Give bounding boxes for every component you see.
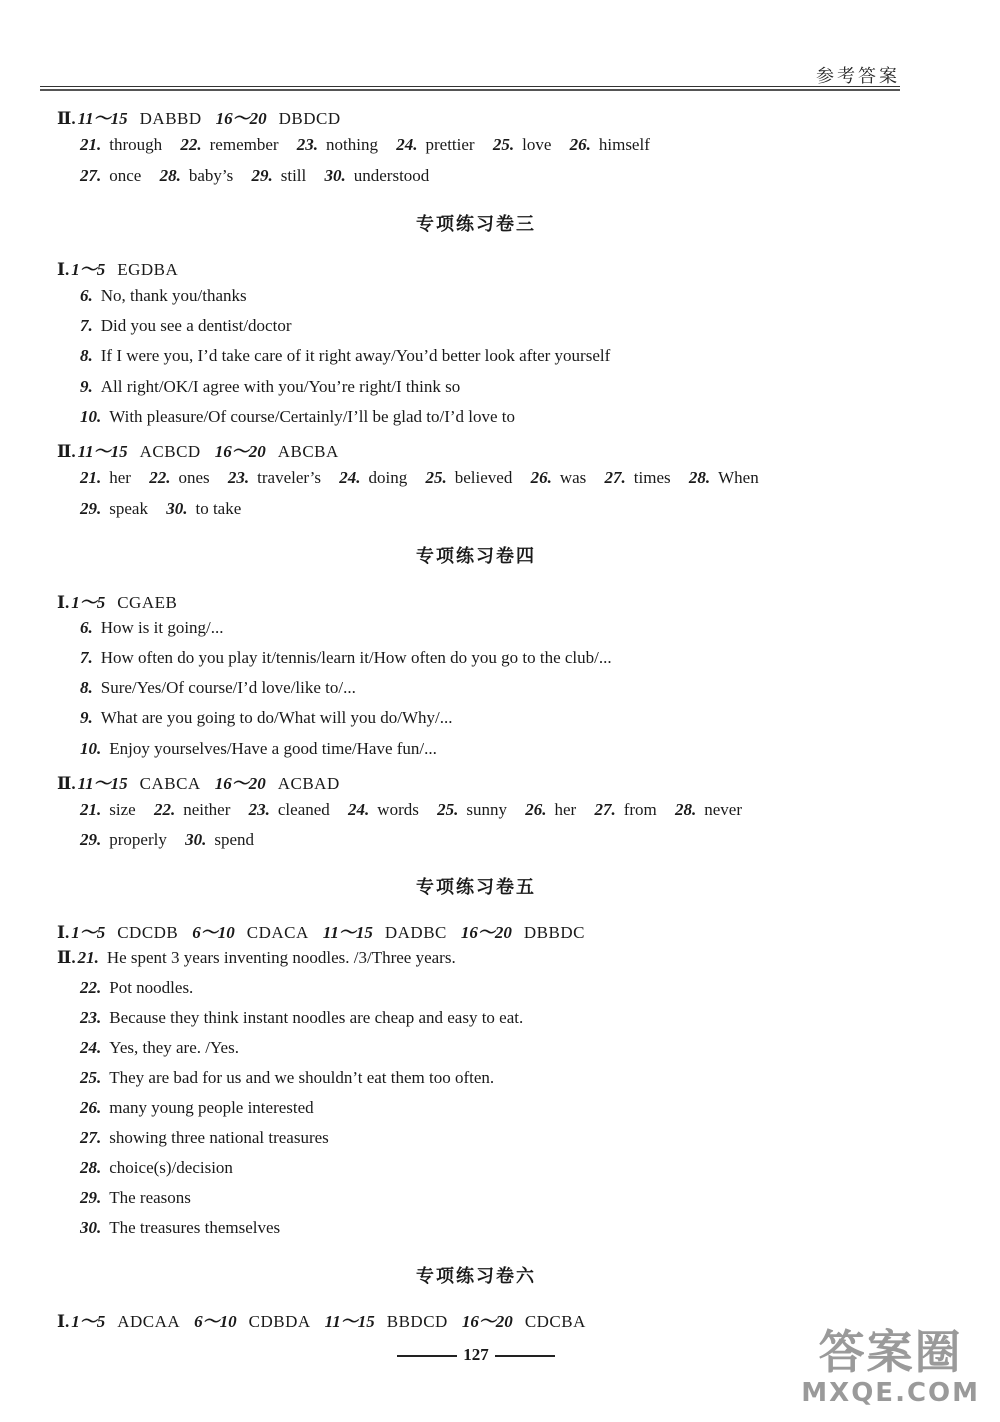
- answer-text: showing three national treasures: [109, 1128, 329, 1147]
- watermark-logo: 答案圈: [818, 1325, 963, 1379]
- answer-text: neither: [183, 800, 231, 819]
- answer-text: Yes, they are. /Yes.: [109, 1038, 239, 1057]
- question-number: 30.: [324, 166, 346, 185]
- answer-text: With pleasure/Of course/Certainly/I’ll be glad to/I’d love to: [109, 407, 516, 426]
- answer-line: [80, 377, 460, 397]
- answer-text: never: [704, 800, 743, 819]
- answer-key: ACBCD: [139, 442, 201, 461]
- answer-key: DBBDC: [523, 923, 585, 942]
- answer-text: The treasures themselves: [109, 1218, 281, 1237]
- question-number: 26.: [569, 135, 591, 154]
- answer-text: size: [109, 800, 136, 819]
- answer-text: spend: [214, 830, 255, 849]
- question-range: 16～20: [215, 109, 267, 128]
- answer-key: ABCBA: [277, 442, 339, 461]
- question-range: 11～15: [322, 923, 373, 942]
- header-title: 参考答案: [816, 66, 900, 87]
- answer-text: What are you going to do/What will you do/Why/...: [100, 708, 453, 727]
- question-number: 27.: [80, 1128, 102, 1147]
- question-number: 24.: [339, 468, 361, 487]
- answer-text: prettier: [425, 135, 475, 154]
- answer-line: [57, 1307, 600, 1332]
- question-range: 11～15: [324, 1312, 375, 1331]
- question-number: 27.: [594, 800, 616, 819]
- answer-text: Pot noodles.: [109, 978, 194, 997]
- answer-text: nothing: [326, 135, 378, 154]
- answer-text: Enjoy yourselves/Have a good time/Have fun/...: [109, 739, 437, 758]
- answer-line: [80, 618, 224, 638]
- question-range: 16～20: [460, 923, 512, 942]
- answer-text: The reasons: [109, 1188, 191, 1207]
- answer-line: [80, 1158, 233, 1178]
- answer-text: cleaned: [277, 800, 330, 819]
- part-marker: Ⅱ.: [57, 774, 76, 793]
- answer-text: to take: [195, 499, 242, 518]
- answer-text: ones: [178, 468, 210, 487]
- question-range: 1～5: [71, 260, 106, 279]
- answer-text: No, thank you/thanks: [100, 286, 247, 305]
- answer-line: [80, 1128, 329, 1148]
- answer-text: was: [559, 468, 587, 487]
- page-number: 127: [463, 1345, 489, 1364]
- part-marker: Ⅰ.: [57, 923, 70, 942]
- answer-text: doing: [368, 468, 408, 487]
- answer-text: He spent 3 years inventing noodles. /3/Three years.: [106, 948, 456, 967]
- answer-text: speak: [109, 499, 148, 518]
- question-number: 8.: [80, 678, 93, 697]
- answer-line: [57, 255, 192, 280]
- question-number: 7.: [80, 648, 93, 667]
- section-title: 专项练习卷六: [416, 1266, 536, 1287]
- answer-text: remember: [209, 135, 279, 154]
- part-marker: Ⅰ.: [57, 260, 70, 279]
- watermark-url: MXQE.COM: [801, 1378, 980, 1408]
- answer-line: [80, 708, 453, 728]
- watermark: [801, 1326, 980, 1408]
- question-number: 25.: [437, 800, 459, 819]
- answer-key: CDACA: [246, 923, 309, 942]
- answer-key: DBDCD: [278, 109, 341, 128]
- answer-line: [57, 437, 353, 462]
- question-number: 26.: [525, 800, 547, 819]
- answer-text: many young people interested: [109, 1098, 314, 1117]
- answer-line: [80, 407, 515, 427]
- question-number: 6.: [80, 286, 93, 305]
- question-range: 16～20: [214, 774, 266, 793]
- answer-line: [57, 769, 354, 794]
- answer-key: CDCDB: [117, 923, 179, 942]
- question-number: 28.: [159, 166, 181, 185]
- answer-line: [80, 166, 443, 186]
- question-number: 24.: [80, 1038, 102, 1057]
- question-number: 24.: [396, 135, 418, 154]
- answer-line: [80, 135, 664, 155]
- question-number: 30.: [80, 1218, 102, 1237]
- question-number: 21.: [77, 948, 99, 967]
- answer-key: ACBAD: [277, 774, 340, 793]
- question-number: 22.: [180, 135, 202, 154]
- answer-text: baby’s: [188, 166, 234, 185]
- answer-line: [80, 316, 292, 336]
- answer-key: DABBD: [139, 109, 202, 128]
- question-number: 27.: [604, 468, 626, 487]
- answer-text: still: [280, 166, 307, 185]
- question-number: 30.: [185, 830, 207, 849]
- section-title: 专项练习卷四: [416, 546, 536, 567]
- question-number: 28.: [675, 800, 697, 819]
- question-number: 10.: [80, 407, 102, 426]
- question-range: 11～15: [77, 774, 128, 793]
- footer-ornament: [495, 1355, 555, 1357]
- answer-text: When: [718, 468, 759, 487]
- part-marker: Ⅱ.: [57, 948, 76, 967]
- answer-line: [80, 1218, 280, 1238]
- answer-line: [80, 648, 612, 668]
- question-number: 29.: [80, 830, 102, 849]
- section-title: 专项练习卷五: [416, 877, 536, 898]
- question-number: 21.: [80, 800, 102, 819]
- answer-text: himself: [598, 135, 650, 154]
- question-number: 9.: [80, 377, 93, 396]
- answer-text: love: [522, 135, 552, 154]
- question-range: 11～15: [77, 442, 128, 461]
- answer-line: [80, 830, 268, 850]
- answer-key: CABCA: [139, 774, 201, 793]
- question-range: 1～5: [71, 593, 106, 612]
- question-number: 9.: [80, 708, 93, 727]
- question-range: 16～20: [214, 442, 266, 461]
- answer-text: times: [633, 468, 671, 487]
- question-number: 29.: [80, 1188, 102, 1207]
- answer-line: [80, 1068, 494, 1088]
- answer-text: Did you see a dentist/doctor: [100, 316, 292, 335]
- question-number: 25.: [425, 468, 447, 487]
- answer-line: [80, 1188, 191, 1208]
- question-number: 22.: [153, 800, 176, 819]
- question-number: 23.: [227, 468, 250, 487]
- answer-key: CGAEB: [117, 593, 178, 612]
- question-range: 6～10: [194, 1312, 237, 1331]
- question-number: 7.: [80, 316, 93, 335]
- answer-text: traveler’s: [257, 468, 322, 487]
- answer-key: CDCBA: [524, 1312, 586, 1331]
- answer-line: [80, 499, 255, 519]
- answer-key: DADBC: [384, 923, 447, 942]
- question-number: 10.: [80, 739, 102, 758]
- question-number: 28.: [688, 468, 711, 487]
- question-range: 6～10: [192, 923, 235, 942]
- question-range: 16～20: [461, 1312, 513, 1331]
- answer-text: Sure/Yes/Of course/I’d love/like to/...: [100, 678, 356, 697]
- answer-text: through: [109, 135, 163, 154]
- answer-text: from: [623, 800, 657, 819]
- answer-text: All right/OK/I agree with you/You’re right/I think so: [100, 377, 461, 396]
- answer-line: [57, 104, 355, 129]
- answer-line: [80, 739, 437, 759]
- question-number: 23.: [296, 135, 319, 154]
- question-number: 26.: [80, 1098, 102, 1117]
- answer-text: her: [109, 468, 131, 487]
- answer-line: [80, 678, 356, 698]
- question-number: 24.: [348, 800, 370, 819]
- page-header: [40, 60, 900, 90]
- answer-line: [57, 918, 599, 943]
- answer-text: sunny: [466, 800, 507, 819]
- question-range: 1～5: [71, 1312, 106, 1331]
- answer-text: How is it going/...: [100, 618, 224, 637]
- answer-line: [57, 588, 191, 613]
- answer-line: [80, 346, 610, 366]
- answer-line: [80, 1098, 314, 1118]
- part-marker: Ⅱ.: [57, 442, 76, 461]
- question-number: 29.: [251, 166, 273, 185]
- question-number: 23.: [248, 800, 270, 819]
- question-number: 30.: [166, 499, 188, 518]
- question-number: 27.: [80, 166, 102, 185]
- answer-line: [80, 286, 247, 306]
- question-number: 25.: [80, 1068, 102, 1087]
- question-number: 22.: [80, 978, 102, 997]
- answer-text: understood: [353, 166, 430, 185]
- question-number: 29.: [80, 499, 102, 518]
- answer-text: properly: [109, 830, 167, 849]
- answer-text: believed: [454, 468, 513, 487]
- question-number: 21.: [80, 468, 102, 487]
- question-number: 25.: [492, 135, 515, 154]
- question-number: 8.: [80, 346, 93, 365]
- answer-text: her: [554, 800, 577, 819]
- question-range: 1～5: [71, 923, 106, 942]
- header-rule: [40, 89, 900, 91]
- answer-line: [80, 1038, 239, 1058]
- section-title: 专项练习卷三: [416, 214, 536, 235]
- answer-line: [57, 948, 456, 968]
- answer-line: [80, 978, 193, 998]
- question-number: 6.: [80, 618, 93, 637]
- answer-text: Because they think instant noodles are cheap and easy to eat.: [109, 1008, 524, 1027]
- question-number: 28.: [80, 1158, 102, 1177]
- answer-line: [80, 800, 756, 820]
- question-range: 11～15: [77, 109, 128, 128]
- header-rule: [40, 86, 900, 87]
- answer-text: words: [377, 800, 419, 819]
- part-marker: Ⅱ.: [57, 109, 76, 128]
- part-marker: Ⅰ.: [57, 593, 70, 612]
- answer-line: [80, 468, 773, 488]
- answer-key: CDBDA: [248, 1312, 311, 1331]
- answer-key: BBDCD: [386, 1312, 448, 1331]
- answer-line: [80, 1008, 523, 1028]
- answer-text: They are bad for us and we shouldn’t eat them too often.: [109, 1068, 495, 1087]
- question-number: 26.: [530, 468, 552, 487]
- part-marker: Ⅰ.: [57, 1312, 70, 1331]
- answer-text: choice(s)/decision: [109, 1158, 233, 1177]
- answer-text: How often do you play it/tennis/learn it/How often do you go to the club/...: [100, 648, 612, 667]
- answer-text: If I were you, I’d take care of it right away/You’d better look after yourself: [100, 346, 611, 365]
- footer-ornament: [397, 1355, 457, 1357]
- question-number: 22.: [149, 468, 171, 487]
- answer-key: EGDBA: [117, 260, 179, 279]
- answer-key: ADCAA: [117, 1312, 181, 1331]
- answer-text: once: [109, 166, 142, 185]
- question-number: 23.: [80, 1008, 102, 1027]
- question-number: 21.: [80, 135, 102, 154]
